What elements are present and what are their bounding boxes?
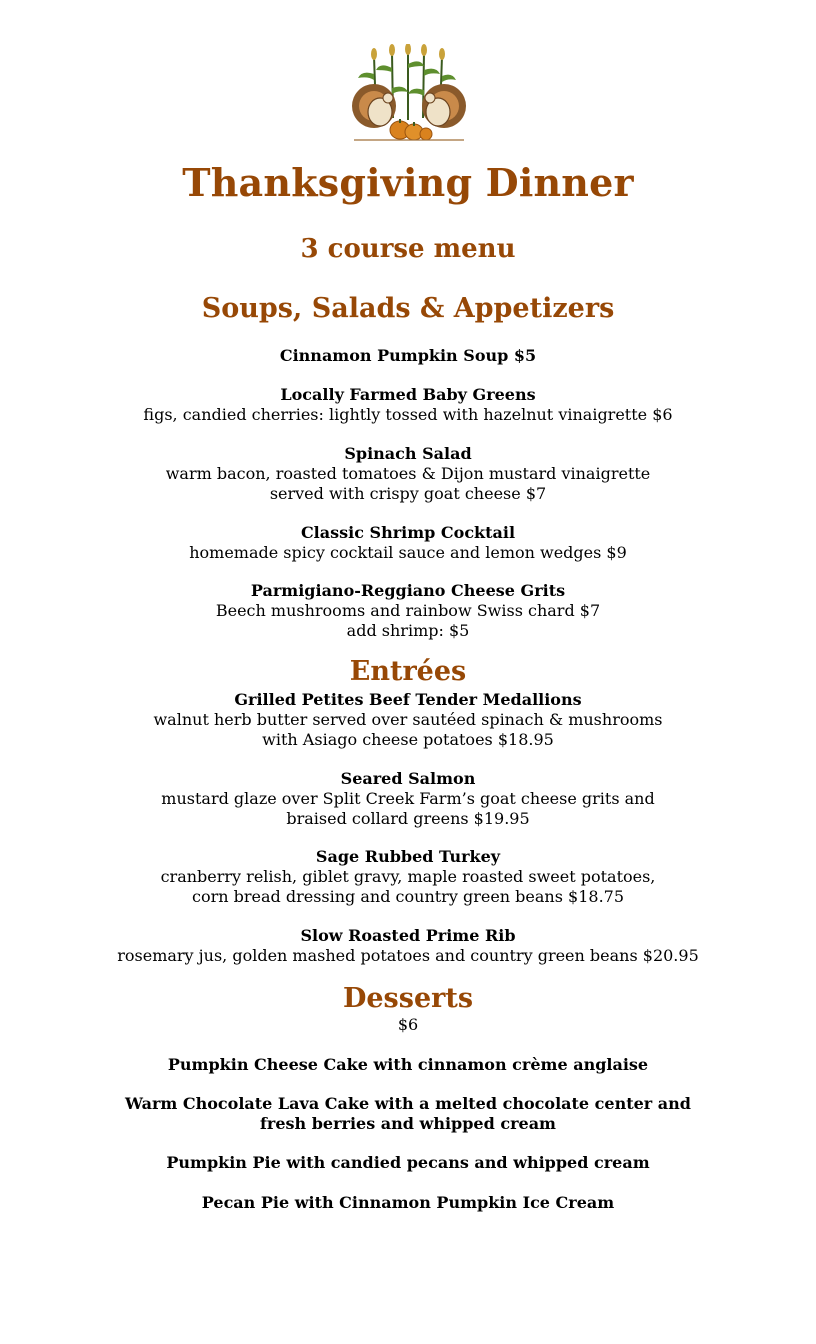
menu-item-name: Spinach Salad [344,444,472,463]
menu-item-description: Beech mushrooms and rainbow Swiss chard $7 [215,601,601,620]
menu-item-description: add shrimp: $5 [346,621,470,640]
menu-item-description: corn bread dressing and country green beans $18.75 [191,887,625,906]
menu-item-description: mustard glaze over Split Creek Farm’s goat cheese grits and [161,789,655,808]
dessert-item: fresh berries and whipped cream [260,1114,556,1133]
dessert-item: Pumpkin Pie with candied pecans and whipped cream [166,1153,650,1172]
dessert-item: Pumpkin Cheese Cake with cinnamon crème anglaise [167,1055,649,1074]
section-heading-desserts: Desserts [342,983,474,1014]
menu-subtitle: 3 course menu [300,234,516,264]
menu-item-description: homemade spicy cocktail sauce and lemon wedges $9 [189,543,627,562]
dessert-item: Pecan Pie with Cinnamon Pumpkin Ice Cream [201,1193,615,1212]
menu-item-description: with Asiago cheese potatoes $18.95 [262,730,554,749]
dessert-item: Warm Chocolate Lava Cake with a melted chocolate center and [125,1094,691,1113]
menu-item-description: figs, candied cherries: lightly tossed with hazelnut vinaigrette $6 [143,405,673,424]
menu-title: Thanksgiving Dinner [182,160,634,205]
menu-item-name: Grilled Petites Beef Tender Medallions [234,690,582,709]
menu-item-name: Classic Shrimp Cocktail [300,523,516,542]
menu-item-name: Slow Roasted Prime Rib [300,926,516,945]
menu-item-description: served with crispy goat cheese $7 [269,484,547,503]
menu-item-name: Parmigiano-Reggiano Cheese Grits [250,581,566,600]
menu-item-description: rosemary jus, golden mashed potatoes and country green beans $20.95 [117,946,699,965]
menu-item-description: braised collard greens $19.95 [286,809,530,828]
menu-item-description: cranberry relish, giblet gravy, maple roasted sweet potatoes, [160,867,656,886]
menu-item-description: warm bacon, roasted tomatoes & Dijon mustard vinaigrette [165,464,651,483]
turkeys-corn-pumpkins-icon [350,44,468,144]
menu-item-name: Cinnamon Pumpkin Soup $5 [279,346,537,365]
menu-item-name: Locally Farmed Baby Greens [280,385,536,404]
menu-item-name: Sage Rubbed Turkey [315,847,501,866]
menu-item-name: Seared Salmon [340,769,476,788]
menu-item-description: walnut herb butter served over sautéed spinach & mushrooms [153,710,663,729]
section-heading-entrees: Entrées [349,656,467,687]
section-heading-soups: Soups, Salads & Appetizers [201,293,615,324]
dessert-price: $6 [397,1015,419,1034]
